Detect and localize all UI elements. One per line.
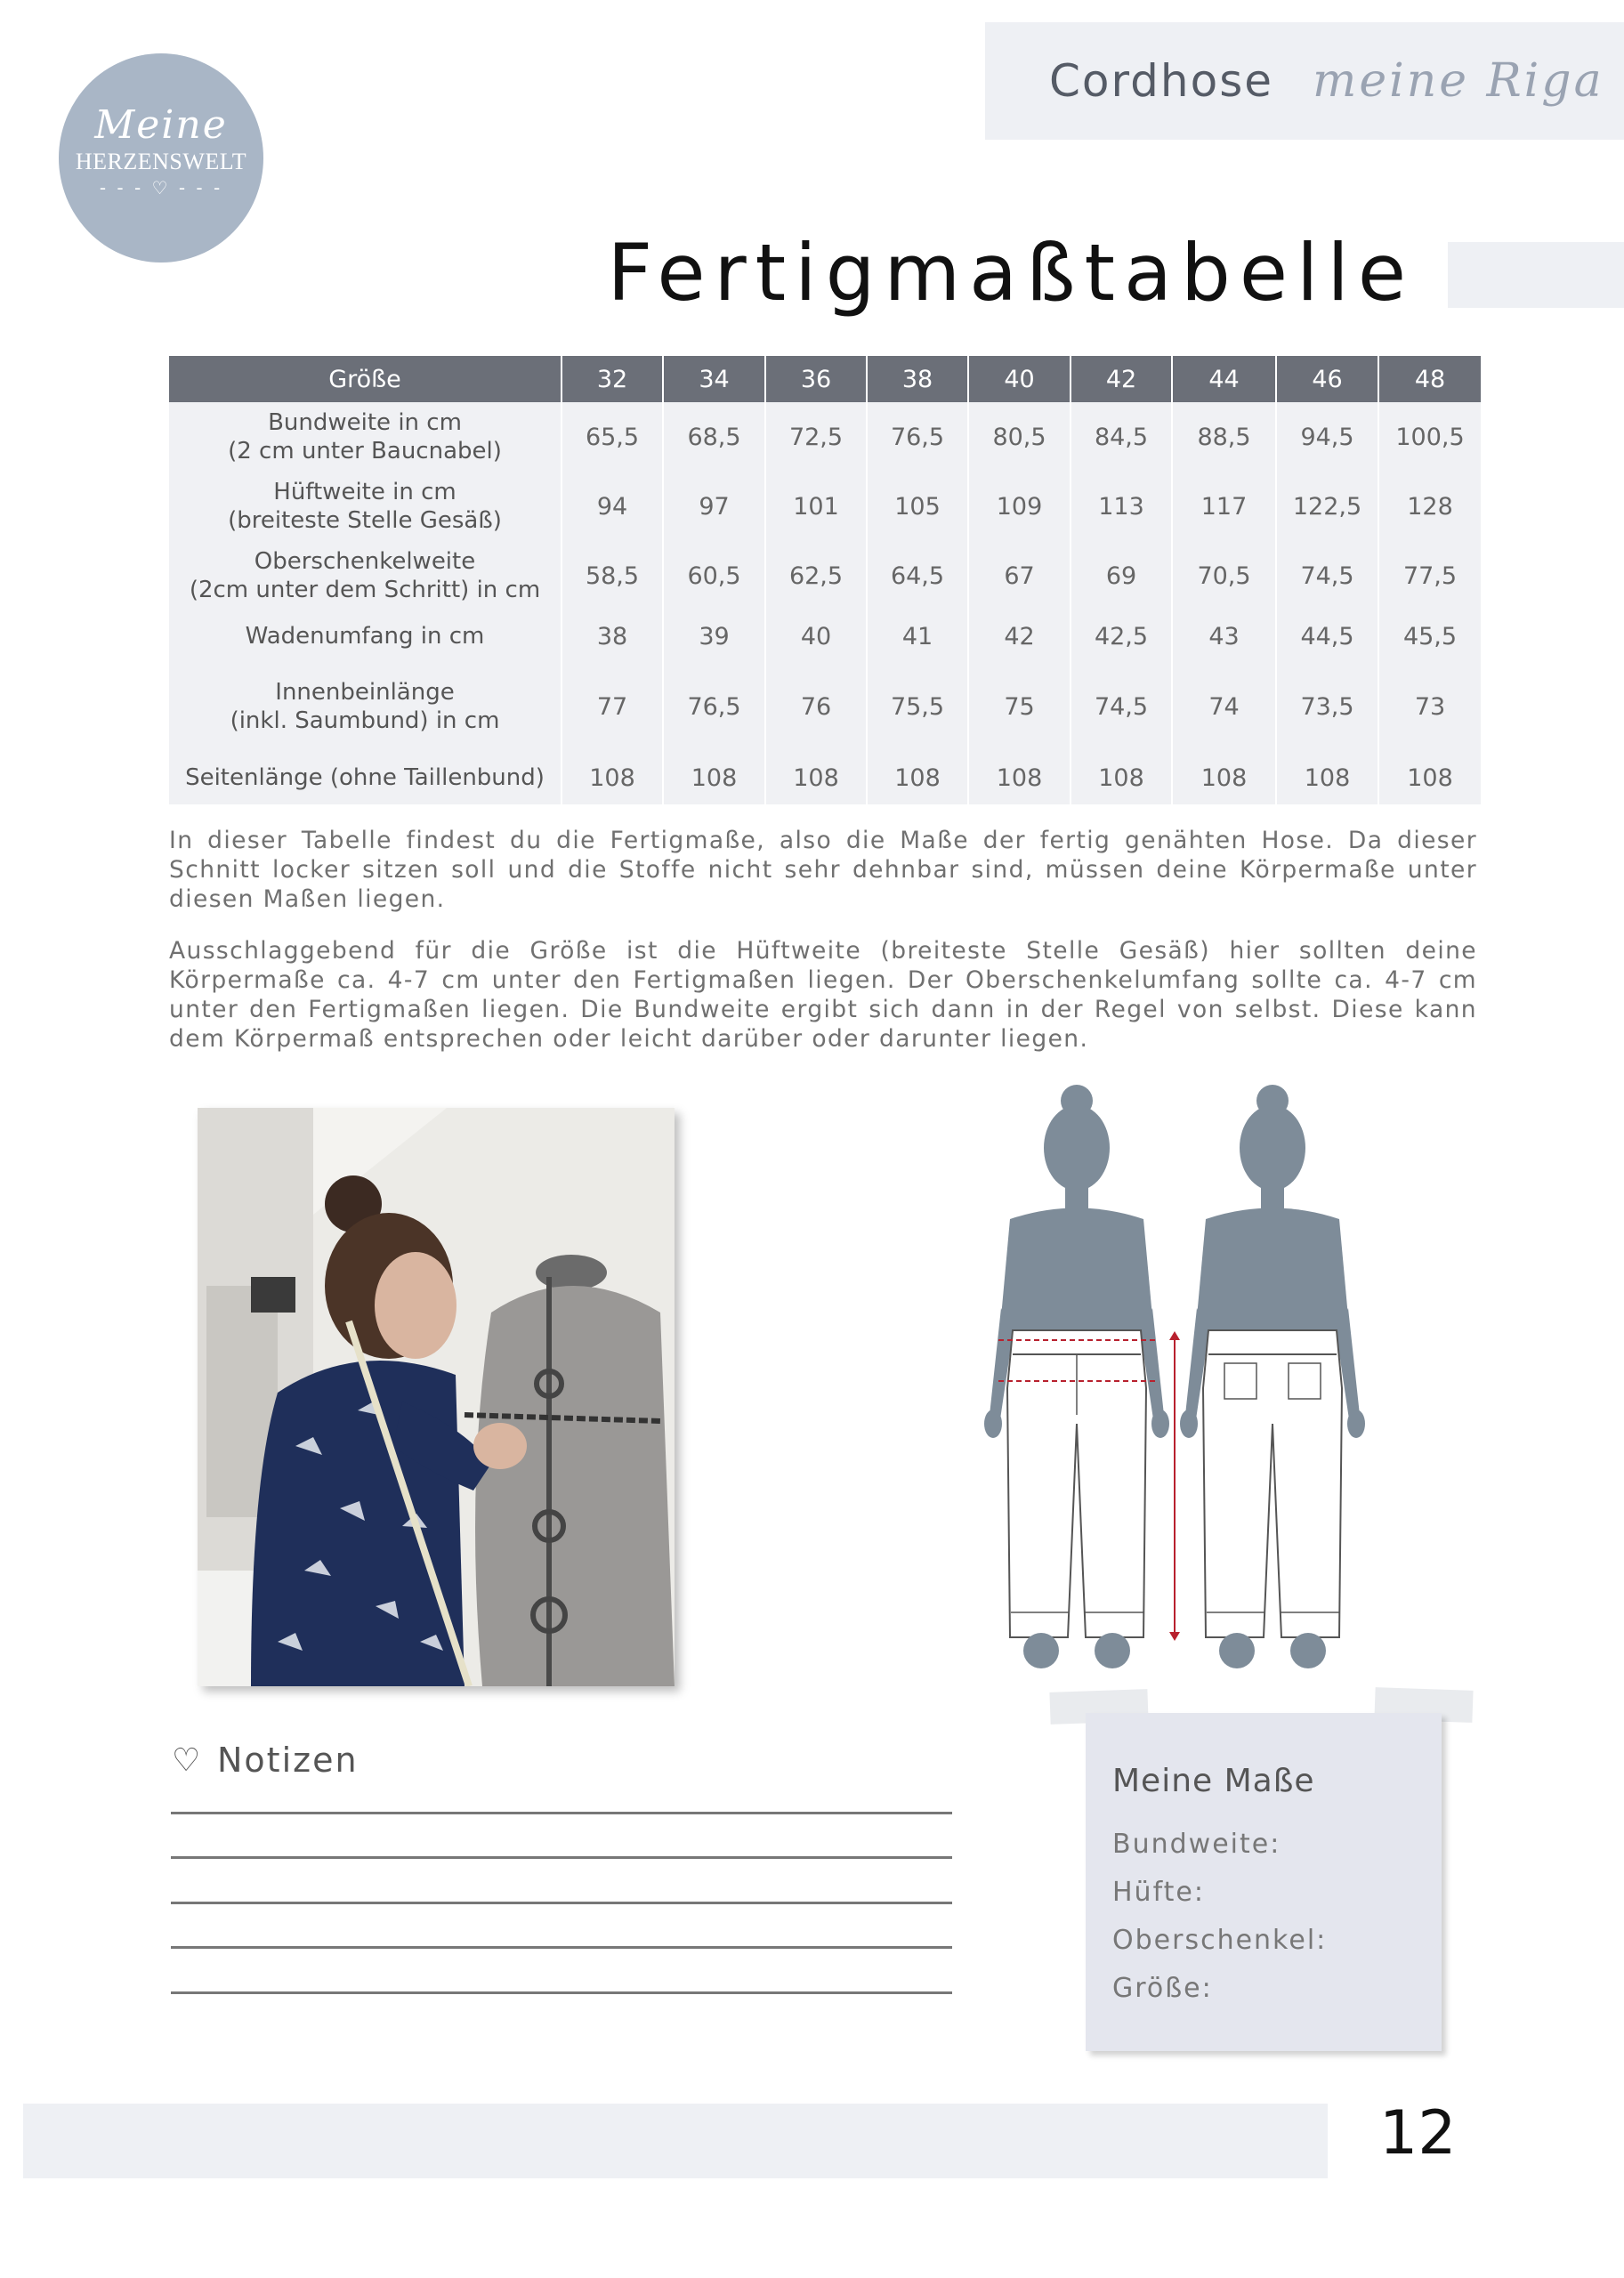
row-label-note: (breiteste Stelle Gesäß) [228,507,502,534]
sizing-paragraph: Ausschlaggebend für die Größe ist die Hüftweite (breiteste Stelle Gesäß) hier sollten deine Körpermaße ca. 4-7 cm unter den Fertigmaßen liegen. Der Oberschenkelumfang sollte ca. 4-7 cm unter den Fertigmaßen liegen. Die Bundweite ergibt sich dann in der Regel von selbst. Diese kann dem Körpermaß entsprechen oder leicht darüber oder darunter liegen. [169,937,1477,1053]
size-header-label: Größe [169,356,562,402]
size-label: Größe: [1112,1973,1213,2004]
note-line[interactable] [171,1812,952,1814]
my-measurements-card [1086,1713,1442,2051]
table-cell: 74,5 [1276,541,1378,610]
size-column-header: 38 [867,356,968,402]
page-title: Fertigmaßtabelle [607,227,1415,319]
table-cell: 76,5 [663,662,765,751]
size-column-header: 42 [1071,356,1172,402]
note-line[interactable] [171,1856,952,1859]
table-cell: 122,5 [1276,472,1378,541]
table-header-row [169,356,1481,402]
table-cell: 42 [968,610,1071,662]
card-title: Meine Maße [1112,1763,1315,1799]
table-cell: 75 [968,662,1071,751]
table-cell: 128 [1378,472,1481,541]
table-cell: 73 [1378,662,1481,751]
table-cell: 41 [867,610,968,662]
row-label-main: Innenbeinlänge [275,679,455,706]
table-cell: 67 [968,541,1071,610]
size-column-header: 36 [765,356,867,402]
table-cell: 60,5 [663,541,765,610]
table-row [169,472,1481,541]
logo-heart-line: - - - ♡ - - - [99,176,223,198]
heart-icon: ♡ [172,1742,201,1779]
table-cell: 73,5 [1276,662,1378,751]
title-accent-band [1448,242,1624,308]
measuring-photo-illustration [198,1108,675,1686]
finished-measurements-table [169,356,1481,804]
table-row [169,662,1481,751]
size-column-header: 46 [1276,356,1378,402]
notes-heading: Notizen [217,1741,359,1780]
row-label [169,402,562,472]
table-cell: 76,5 [867,402,968,472]
row-label-note: (inkl. Saumbund) in cm [230,707,500,734]
row-label: Wadenumfang in cm [169,610,562,662]
table-cell: 58,5 [562,541,663,610]
table-cell: 45,5 [1378,610,1481,662]
row-label-main: Hüftweite in cm [273,479,456,505]
row-label-main: Bundweite in cm [268,409,462,436]
size-column-header: 40 [968,356,1071,402]
table-cell: 108 [968,751,1071,804]
table-cell: 117 [1172,472,1276,541]
table-cell: 94 [562,472,663,541]
row-label-note: (2 cm unter Baucnabel) [228,438,502,464]
table-cell: 77,5 [1378,541,1481,610]
table-row [169,402,1481,472]
front-figure [984,1085,1180,1668]
logo-script-text: Meine [94,101,228,148]
size-column-header: 34 [663,356,765,402]
table-cell: 101 [765,472,867,541]
table-cell: 42,5 [1071,610,1172,662]
table-cell: 76 [765,662,867,751]
intro-paragraph: In dieser Tabelle findest du die Fertigmaße, also die Maße der fertig genähten Hose. Da dieser Schnitt locker sitzen soll und die Stoffe nicht sehr dehnbar sind, müssen deine Körpermaße unter diesen Maßen liegen. [169,827,1477,913]
table-cell: 43 [1172,610,1276,662]
table-cell: 70,5 [1172,541,1276,610]
row-label: Seitenlänge (ohne Taillenbund) [169,751,562,804]
table-cell: 94,5 [1276,402,1378,472]
row-label-note: (2cm unter dem Schritt) in cm [189,577,541,603]
table-cell: 108 [663,751,765,804]
table-cell: 74 [1172,662,1276,751]
table-cell: 68,5 [663,402,765,472]
size-column-header: 44 [1172,356,1276,402]
page-number: 12 [1379,2098,1457,2169]
thigh-label: Oberschenkel: [1112,1925,1328,1956]
table-cell: 105 [867,472,968,541]
table-cell: 84,5 [1071,402,1172,472]
row-label [169,541,562,610]
table-cell: 75,5 [867,662,968,751]
hip-label: Hüfte: [1112,1877,1205,1908]
table-cell: 108 [562,751,663,804]
table-cell: 77 [562,662,663,751]
table-cell: 109 [968,472,1071,541]
note-line[interactable] [171,1991,952,1994]
table-cell: 44,5 [1276,610,1378,662]
table-cell: 40 [765,610,867,662]
table-cell: 69 [1071,541,1172,610]
row-label-main: Oberschenkelweite [254,548,476,575]
table-row [169,751,1481,804]
header-band [985,22,1624,140]
row-label [169,662,562,751]
pattern-name: Cordhose [1049,55,1274,107]
table-cell: 38 [562,610,663,662]
waist-label: Bundweite: [1112,1829,1281,1860]
table-cell: 80,5 [968,402,1071,472]
table-cell: 108 [1071,751,1172,804]
table-cell: 88,5 [1172,402,1276,472]
size-column-header: 32 [562,356,663,402]
table-cell: 108 [867,751,968,804]
table-row [169,610,1481,662]
note-line[interactable] [171,1946,952,1949]
pattern-series: meine Riga [1313,54,1604,108]
table-cell: 72,5 [765,402,867,472]
trouser-figures-diagram [979,1068,1388,1708]
row-label [169,472,562,541]
table-cell: 108 [1172,751,1276,804]
table-cell: 108 [1378,751,1481,804]
table-cell: 62,5 [765,541,867,610]
table-cell: 100,5 [1378,402,1481,472]
table-cell: 39 [663,610,765,662]
footer-band [23,2104,1328,2178]
note-line[interactable] [171,1902,952,1904]
table-cell: 97 [663,472,765,541]
table-cell: 74,5 [1071,662,1172,751]
table-cell: 65,5 [562,402,663,472]
size-column-header: 48 [1378,356,1481,402]
table-cell: 108 [1276,751,1378,804]
table-cell: 113 [1071,472,1172,541]
logo-brand-name: HERZENSWELT [75,148,247,174]
table-cell: 64,5 [867,541,968,610]
table-cell: 108 [765,751,867,804]
measuring-photo [198,1108,675,1686]
back-figure [1180,1085,1365,1668]
table-row [169,541,1481,610]
